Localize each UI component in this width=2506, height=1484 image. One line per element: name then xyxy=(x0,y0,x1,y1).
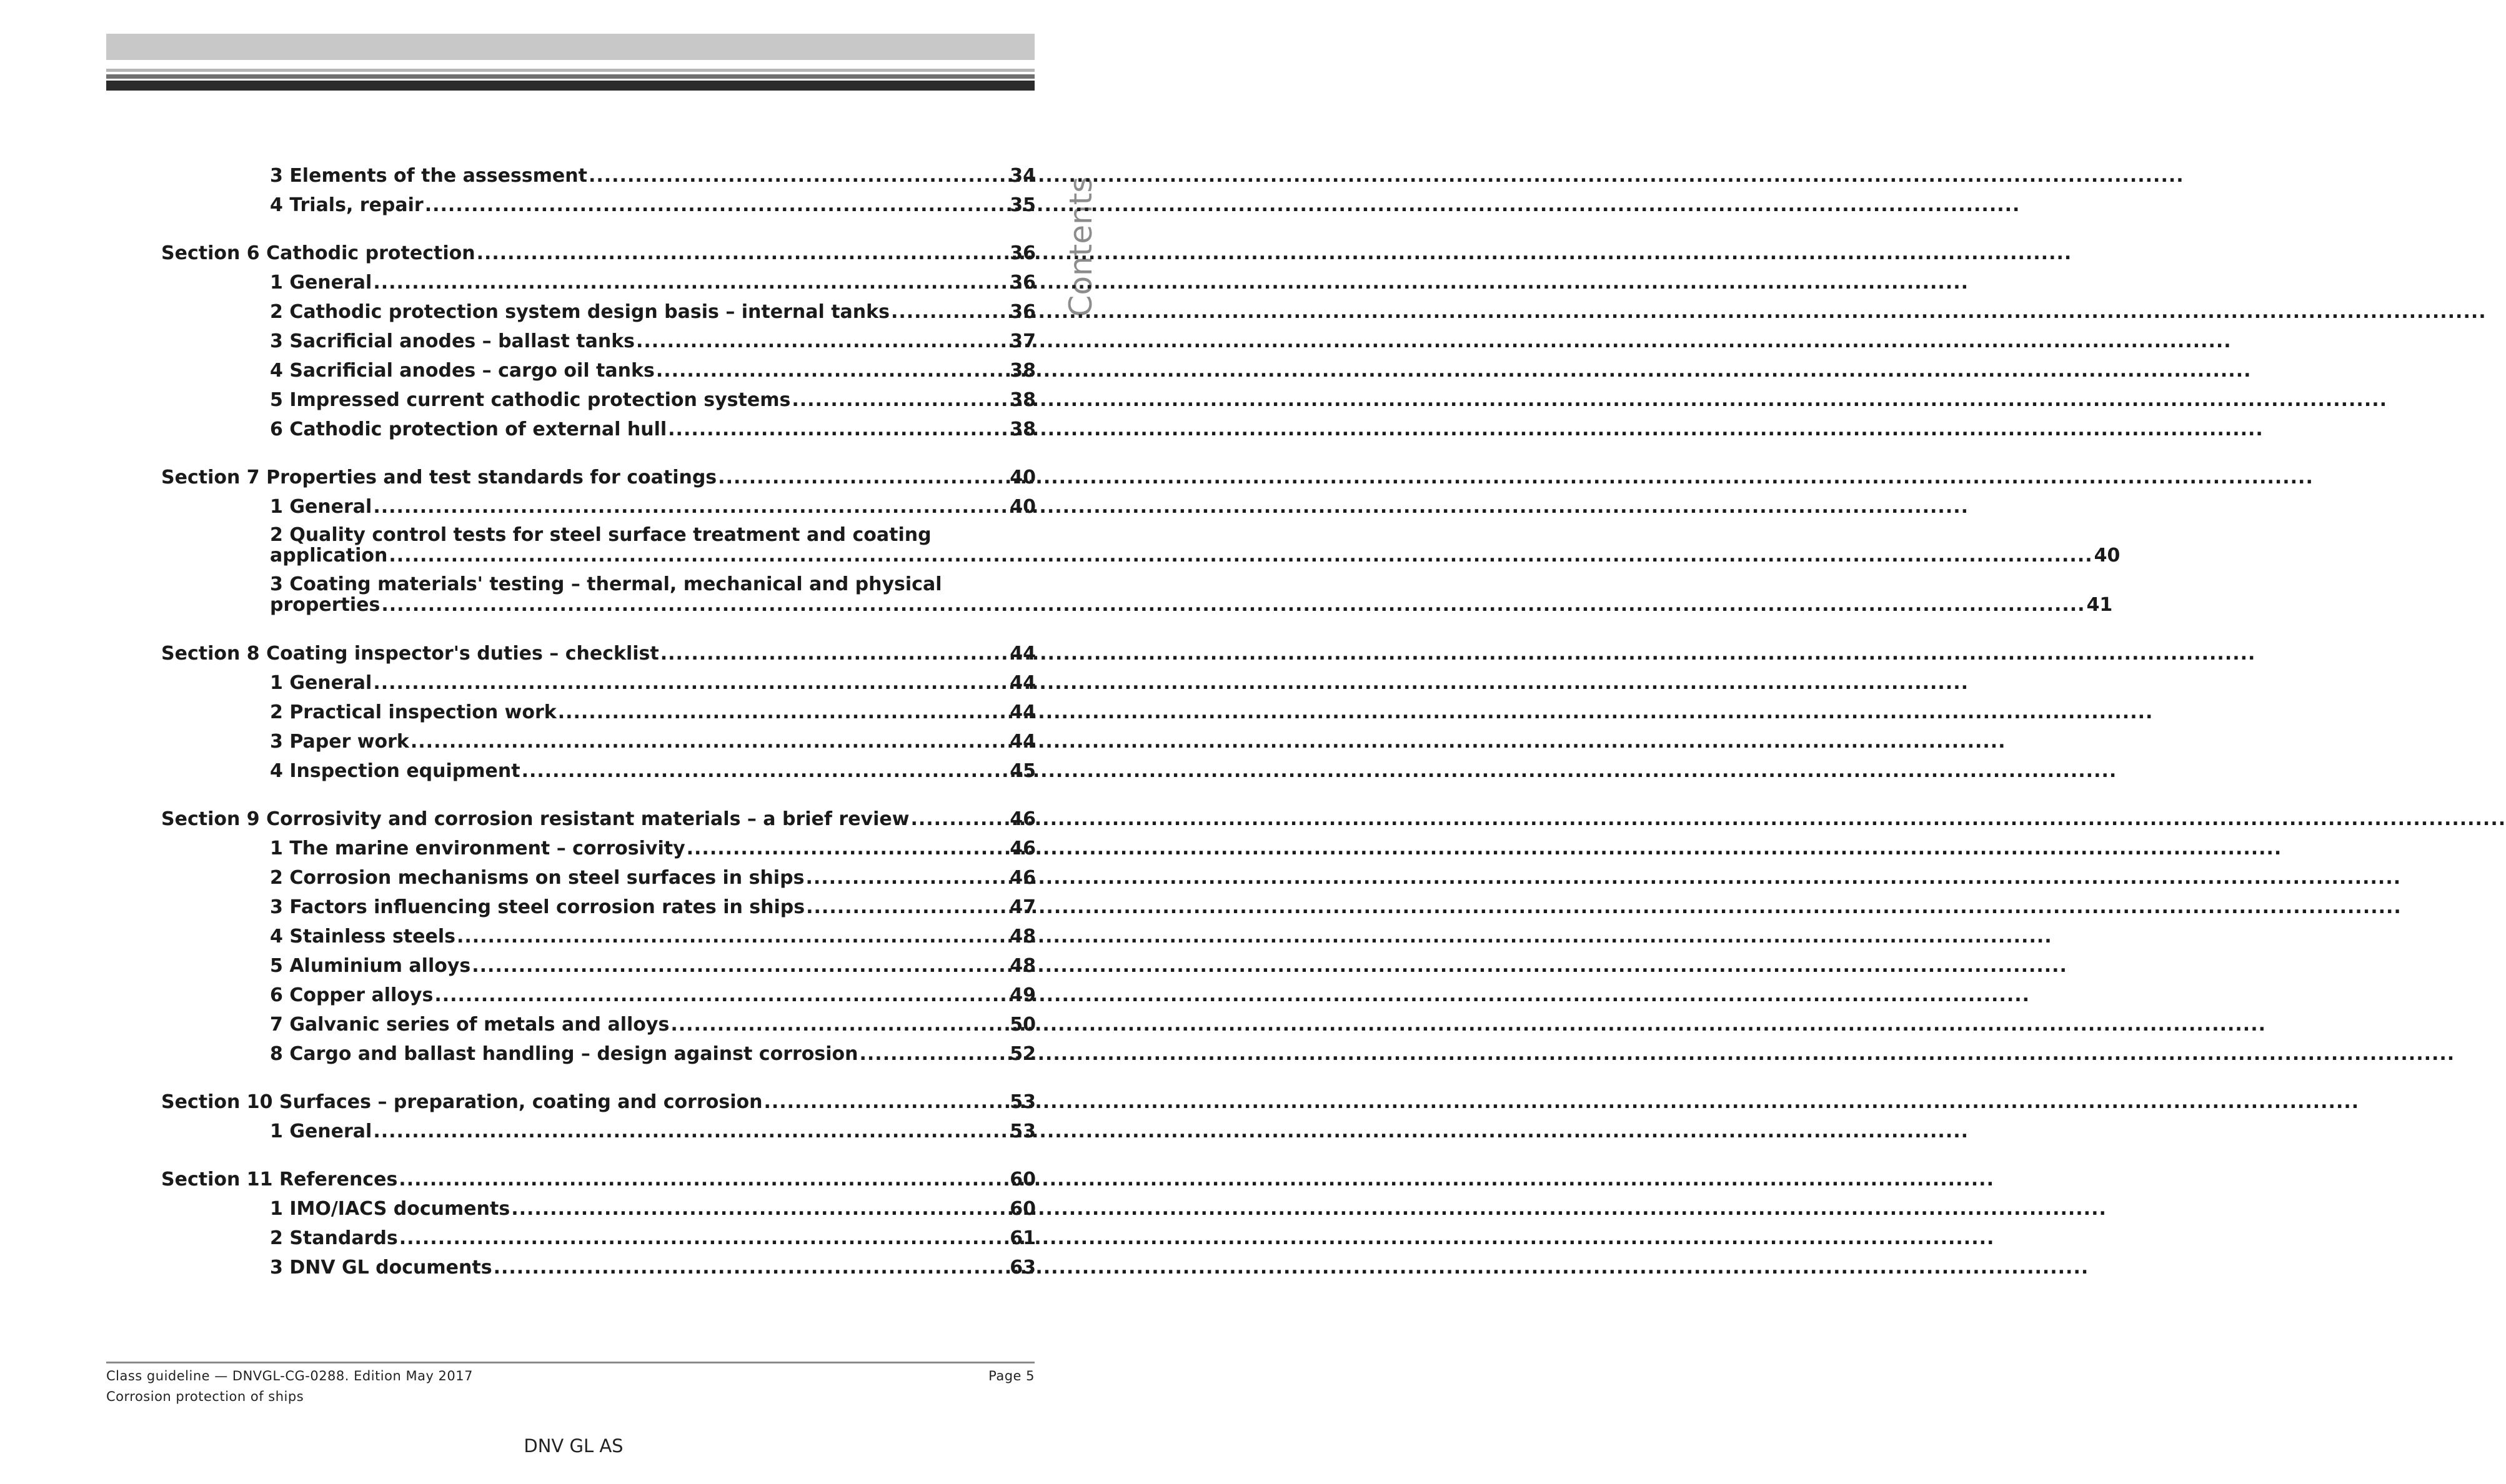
toc-leader-dots xyxy=(656,360,1008,382)
toc-entry-title: 5 Impressed current cathodic protection systems xyxy=(270,389,791,411)
toc-leader-dots xyxy=(910,808,1008,831)
toc-leader-dots: ............................................................................................................................................................................................................................ xyxy=(381,594,2086,616)
toc-entry[interactable] xyxy=(270,1118,1036,1143)
toc-page-number: 38 xyxy=(1010,418,1036,440)
toc-leader-dots xyxy=(891,301,1008,324)
toc-page-number: 53 xyxy=(1010,1091,1036,1113)
footer-page-number: Page 5 xyxy=(988,1368,1035,1383)
toc-leader-dots xyxy=(477,242,1009,265)
toc-page-number: 49 xyxy=(1010,984,1036,1006)
toc-page-number: 40 xyxy=(2094,545,2121,566)
toc-section-entry[interactable] xyxy=(161,240,1036,265)
toc-page-number: 35 xyxy=(1010,194,1036,216)
toc-leader-dots xyxy=(399,1227,1009,1250)
toc-leader-dots xyxy=(805,867,1008,889)
toc-page-number: 47 xyxy=(1010,896,1036,918)
toc-page-number: 44 xyxy=(1010,731,1036,753)
toc-entry[interactable] xyxy=(270,1011,1036,1036)
toc-entry[interactable] xyxy=(270,162,1036,187)
toc-section-entry[interactable] xyxy=(161,640,1036,665)
toc-entry-title: 2 Corrosion mechanisms on steel surfaces in ships xyxy=(270,867,805,889)
toc-leader-dots xyxy=(687,838,1009,860)
toc-entry-title: 4 Trials, repair xyxy=(270,194,424,216)
toc-page-number: 34 xyxy=(1010,165,1036,187)
toc-leader-dots xyxy=(425,194,1009,217)
toc-leader-dots xyxy=(511,1198,1008,1220)
toc-leader-dots xyxy=(399,1169,1008,1191)
toc-entry[interactable] xyxy=(270,758,1036,783)
toc-entry[interactable] xyxy=(270,416,1036,441)
toc-entry-title: 1 General xyxy=(270,1120,372,1142)
toc-entry-title: 3 Coating materials' testing – thermal, mechanical and physical xyxy=(270,573,942,595)
header-rule-dark xyxy=(106,81,1035,91)
toc-entry[interactable] xyxy=(270,493,1036,518)
toc-entry-title: 8 Cargo and ballast handling – design against corrosion xyxy=(270,1043,858,1065)
toc-page-number: 41 xyxy=(2086,594,2113,616)
toc-page-number: 48 xyxy=(1010,955,1036,977)
toc-entry[interactable] xyxy=(270,387,1036,412)
toc-page-number: 63 xyxy=(1010,1257,1036,1279)
toc-entry-title: Section 10 Surfaces – preparation, coating and corrosion xyxy=(161,1091,763,1113)
toc-leader-dots xyxy=(373,1120,1008,1143)
toc-leader-dots xyxy=(806,896,1008,919)
toc-entry-title: 2 Standards xyxy=(270,1227,398,1249)
toc-entry-title: 3 Sacrificial anodes – ballast tanks xyxy=(270,330,635,352)
header-rule-thin xyxy=(106,69,1035,72)
toc-entry-title: 2 Quality control tests for steel surface treatment and coating xyxy=(270,524,932,546)
toc-leader-dots xyxy=(589,165,1008,187)
toc-page-number: 38 xyxy=(1010,360,1036,382)
toc-entry[interactable] xyxy=(270,923,1036,948)
toc-entry-title: Section 9 Corrosivity and corrosion resistant materials – a brief review xyxy=(161,808,910,830)
toc-entry[interactable] xyxy=(270,1225,1036,1250)
toc-entry[interactable] xyxy=(270,952,1036,977)
toc-leader-dots xyxy=(636,330,1008,353)
toc-page-number: 50 xyxy=(1010,1014,1036,1036)
toc-leader-dots xyxy=(373,496,1008,518)
toc-entry-title: 1 The marine environment – corrosivity xyxy=(270,838,685,859)
toc-leader-dots xyxy=(434,984,1008,1007)
toc-leader-dots xyxy=(860,1043,1009,1066)
toc-page-number: 61 xyxy=(1010,1227,1036,1249)
toc-entry-title: 1 General xyxy=(270,496,372,518)
toc-entry[interactable] xyxy=(270,670,1036,695)
toc-page-number: 36 xyxy=(1010,301,1036,323)
toc-entry-title: 5 Aluminium alloys xyxy=(270,955,471,977)
side-contents-label: Contents xyxy=(1063,176,1099,317)
toc-entry-title: 3 DNV GL documents xyxy=(270,1257,492,1279)
toc-entry-title: Section 11 References xyxy=(161,1169,398,1190)
toc-section-entry[interactable] xyxy=(161,464,1036,489)
toc-entry-title: 1 General xyxy=(270,672,372,694)
toc-entry-title: 1 General xyxy=(270,272,372,294)
toc-page-number: 46 xyxy=(1010,867,1036,889)
toc-leader-dots xyxy=(410,731,1008,753)
toc-entry-title: 4 Inspection equipment xyxy=(270,760,520,782)
toc-leader-dots xyxy=(457,926,1008,948)
toc-page-number: 36 xyxy=(1010,272,1036,294)
toc-entry[interactable] xyxy=(270,192,1036,217)
toc-leader-dots xyxy=(494,1257,1009,1279)
header-rule-mid xyxy=(106,74,1035,79)
toc-entry-title: Section 7 Properties and test standards for coatings xyxy=(161,467,717,488)
toc-leader-dots xyxy=(558,701,1009,724)
toc-entry-title: Section 8 Coating inspector's duties – checklist xyxy=(161,643,659,665)
toc-leader-dots xyxy=(792,389,1008,412)
toc-entry-title: 6 Copper alloys xyxy=(270,984,434,1006)
toc-entry[interactable] xyxy=(270,1195,1036,1220)
toc-page-number: 40 xyxy=(1010,467,1036,488)
toc-entry[interactable] xyxy=(270,728,1036,753)
toc-entry[interactable] xyxy=(270,524,2121,566)
toc-entry[interactable] xyxy=(270,573,2113,616)
toc-page-number: 60 xyxy=(1010,1198,1036,1220)
toc-entry-title: 4 Stainless steels xyxy=(270,926,455,947)
toc-page-number: 44 xyxy=(1010,643,1036,665)
header-band-light xyxy=(106,34,1035,60)
toc-leader-dots xyxy=(670,1014,1008,1036)
footer-rule xyxy=(106,1362,1035,1363)
toc-entry-continuation xyxy=(270,545,2121,566)
toc-page-number: 45 xyxy=(1010,760,1036,782)
toc-entry-title: 3 Factors influencing steel corrosion rates in ships xyxy=(270,896,805,918)
toc-page-number: 44 xyxy=(1010,672,1036,694)
toc-entry[interactable] xyxy=(270,269,1036,294)
toc-entry-title-continuation: application xyxy=(270,545,388,566)
toc-page-number: 60 xyxy=(1010,1169,1036,1190)
toc-leader-dots xyxy=(472,955,1008,977)
toc-page-number: 38 xyxy=(1010,389,1036,411)
toc-page-number: 53 xyxy=(1010,1120,1036,1142)
toc-entry-title: 3 Elements of the assessment xyxy=(270,165,587,187)
toc-entry[interactable] xyxy=(270,982,1036,1007)
toc-entry-title: 6 Cathodic protection of external hull xyxy=(270,418,667,440)
toc-section-entry[interactable] xyxy=(161,1089,1036,1114)
toc-leader-dots xyxy=(373,272,1008,294)
toc-leader-dots: ............................................................................................................................................................................................................................ xyxy=(389,545,2093,566)
toc-page-number: 44 xyxy=(1010,701,1036,723)
toc-page-number: 36 xyxy=(1010,242,1036,264)
toc-entry-title: 1 IMO/IACS documents xyxy=(270,1198,510,1220)
toc-leader-dots xyxy=(718,467,1008,489)
toc-entry[interactable] xyxy=(270,328,1036,353)
toc-page-number: 37 xyxy=(1010,330,1036,352)
toc-entry-title: 2 Practical inspection work xyxy=(270,701,557,723)
toc-leader-dots xyxy=(522,760,1009,783)
toc-entry-title-continuation: properties xyxy=(270,594,380,616)
toc-leader-dots xyxy=(763,1091,1008,1114)
footer-document-title: Class guideline — DNVGL-CG-0288. Edition May 2017 xyxy=(106,1368,473,1383)
toc-entry[interactable] xyxy=(270,835,1036,860)
toc-leader-dots xyxy=(668,418,1008,441)
toc-entry[interactable] xyxy=(270,864,1036,889)
toc-entry-title: 2 Cathodic protection system design basis – internal tanks xyxy=(270,301,890,323)
toc-entry[interactable] xyxy=(270,1041,1036,1066)
footer-document-subtitle: Corrosion protection of ships xyxy=(106,1389,304,1404)
toc-entry-title: 4 Sacrificial anodes – cargo oil tanks xyxy=(270,360,655,382)
toc-entry-continuation xyxy=(270,594,2113,616)
toc-page-number: 46 xyxy=(1010,808,1036,830)
toc-entry[interactable] xyxy=(270,357,1036,382)
toc-entry[interactable] xyxy=(270,1254,1036,1279)
toc-entry[interactable] xyxy=(270,699,1036,724)
toc-leader-dots xyxy=(660,643,1009,665)
toc-page-number: 52 xyxy=(1010,1043,1036,1065)
toc-entry-title: 3 Paper work xyxy=(270,731,409,753)
toc-page-number: 46 xyxy=(1010,838,1036,859)
footer-company-name: DNV GL AS xyxy=(524,1435,624,1457)
toc-entry-title: 7 Galvanic series of metals and alloys xyxy=(270,1014,670,1036)
toc-section-entry[interactable] xyxy=(161,806,1036,831)
toc-entry[interactable] xyxy=(270,299,1036,324)
toc-section-entry[interactable] xyxy=(161,1166,1036,1191)
toc-page-number: 40 xyxy=(1010,496,1036,518)
toc-entry-title: Section 6 Cathodic protection xyxy=(161,242,475,264)
toc-entry[interactable] xyxy=(270,894,1036,919)
toc-page-number: 48 xyxy=(1010,926,1036,947)
toc-leader-dots xyxy=(373,672,1008,695)
